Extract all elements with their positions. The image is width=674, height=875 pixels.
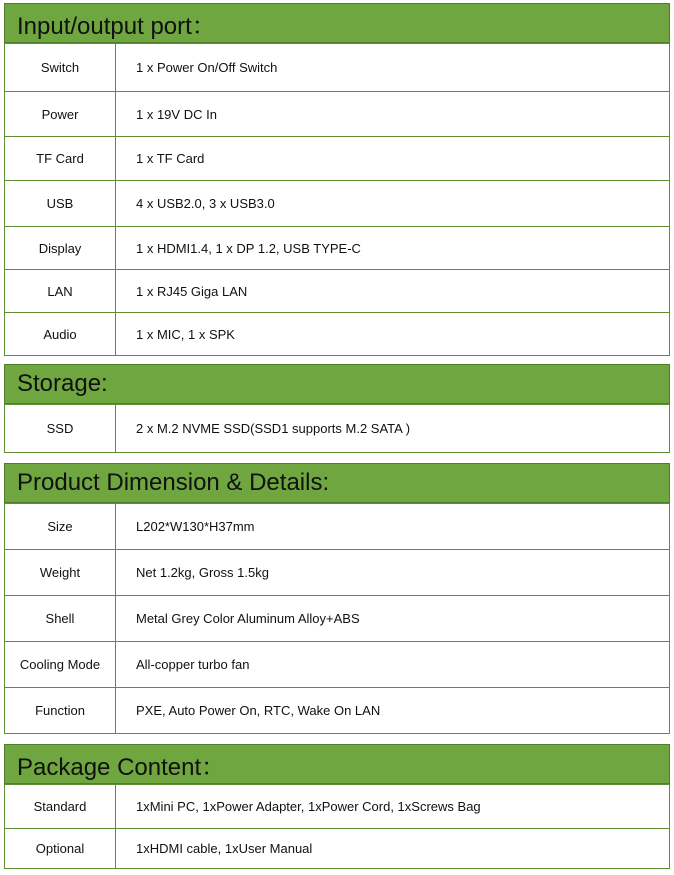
row-value: 2 x M.2 NVME SSD(SSD1 supports M.2 SATA )	[116, 405, 670, 453]
row-value: 1 x MIC, 1 x SPK	[116, 313, 670, 356]
row-label: Audio	[5, 313, 116, 356]
row-value: 1xHDMI cable, 1xUser Manual	[116, 829, 670, 869]
table-row	[5, 504, 670, 550]
row-value: 1 x 19V DC In	[116, 92, 670, 137]
row-label: Weight	[5, 550, 116, 596]
table-row	[5, 550, 670, 596]
row-value: All-copper turbo fan	[116, 642, 670, 688]
row-label: TF Card	[5, 137, 116, 181]
section-title-dimension-details: Product Dimension & Details:	[4, 463, 670, 503]
row-value: 1 x Power On/Off Switch	[116, 44, 670, 92]
row-label: Cooling Mode	[5, 642, 116, 688]
table-row	[5, 227, 670, 270]
row-value: PXE, Auto Power On, RTC, Wake On LAN	[116, 688, 670, 734]
table-row	[5, 642, 670, 688]
row-value: L202*W130*H37mm	[116, 504, 670, 550]
row-value: 1xMini PC, 1xPower Adapter, 1xPower Cord, 1xScrews Bag	[116, 785, 670, 829]
table-row	[5, 270, 670, 313]
row-value: 4 x USB2.0, 3 x USB3.0	[116, 181, 670, 227]
section-title-storage: Storage:	[4, 364, 670, 404]
table-row	[5, 137, 670, 181]
section-title-package-content: Package Content：	[4, 744, 670, 784]
row-label: Size	[5, 504, 116, 550]
table-row	[5, 405, 670, 453]
row-label: LAN	[5, 270, 116, 313]
section-io-port	[4, 3, 670, 356]
table-row	[5, 92, 670, 137]
section-dimension-details	[4, 463, 670, 734]
row-label: USB	[5, 181, 116, 227]
row-label: Optional	[5, 829, 116, 869]
row-label: Function	[5, 688, 116, 734]
spec-table-io-port	[4, 43, 670, 356]
section-title-io-port: Input/output port：	[4, 3, 670, 43]
row-label: Shell	[5, 596, 116, 642]
spec-table-storage	[4, 404, 670, 453]
table-row	[5, 829, 670, 869]
row-label: Power	[5, 92, 116, 137]
row-value: 1 x RJ45 Giga LAN	[116, 270, 670, 313]
table-row	[5, 596, 670, 642]
row-value: Net 1.2kg, Gross 1.5kg	[116, 550, 670, 596]
spec-table-package-content	[4, 784, 670, 869]
spec-table-dimension-details	[4, 503, 670, 734]
table-row	[5, 44, 670, 92]
row-label: Standard	[5, 785, 116, 829]
table-row	[5, 313, 670, 356]
row-label: Switch	[5, 44, 116, 92]
table-row	[5, 785, 670, 829]
row-label: Display	[5, 227, 116, 270]
row-value: Metal Grey Color Aluminum Alloy+ABS	[116, 596, 670, 642]
section-storage	[4, 364, 670, 453]
section-package-content	[4, 744, 670, 869]
row-value: 1 x HDMI1.4, 1 x DP 1.2, USB TYPE-C	[116, 227, 670, 270]
table-row	[5, 181, 670, 227]
table-row	[5, 688, 670, 734]
row-value: 1 x TF Card	[116, 137, 670, 181]
row-label: SSD	[5, 405, 116, 453]
